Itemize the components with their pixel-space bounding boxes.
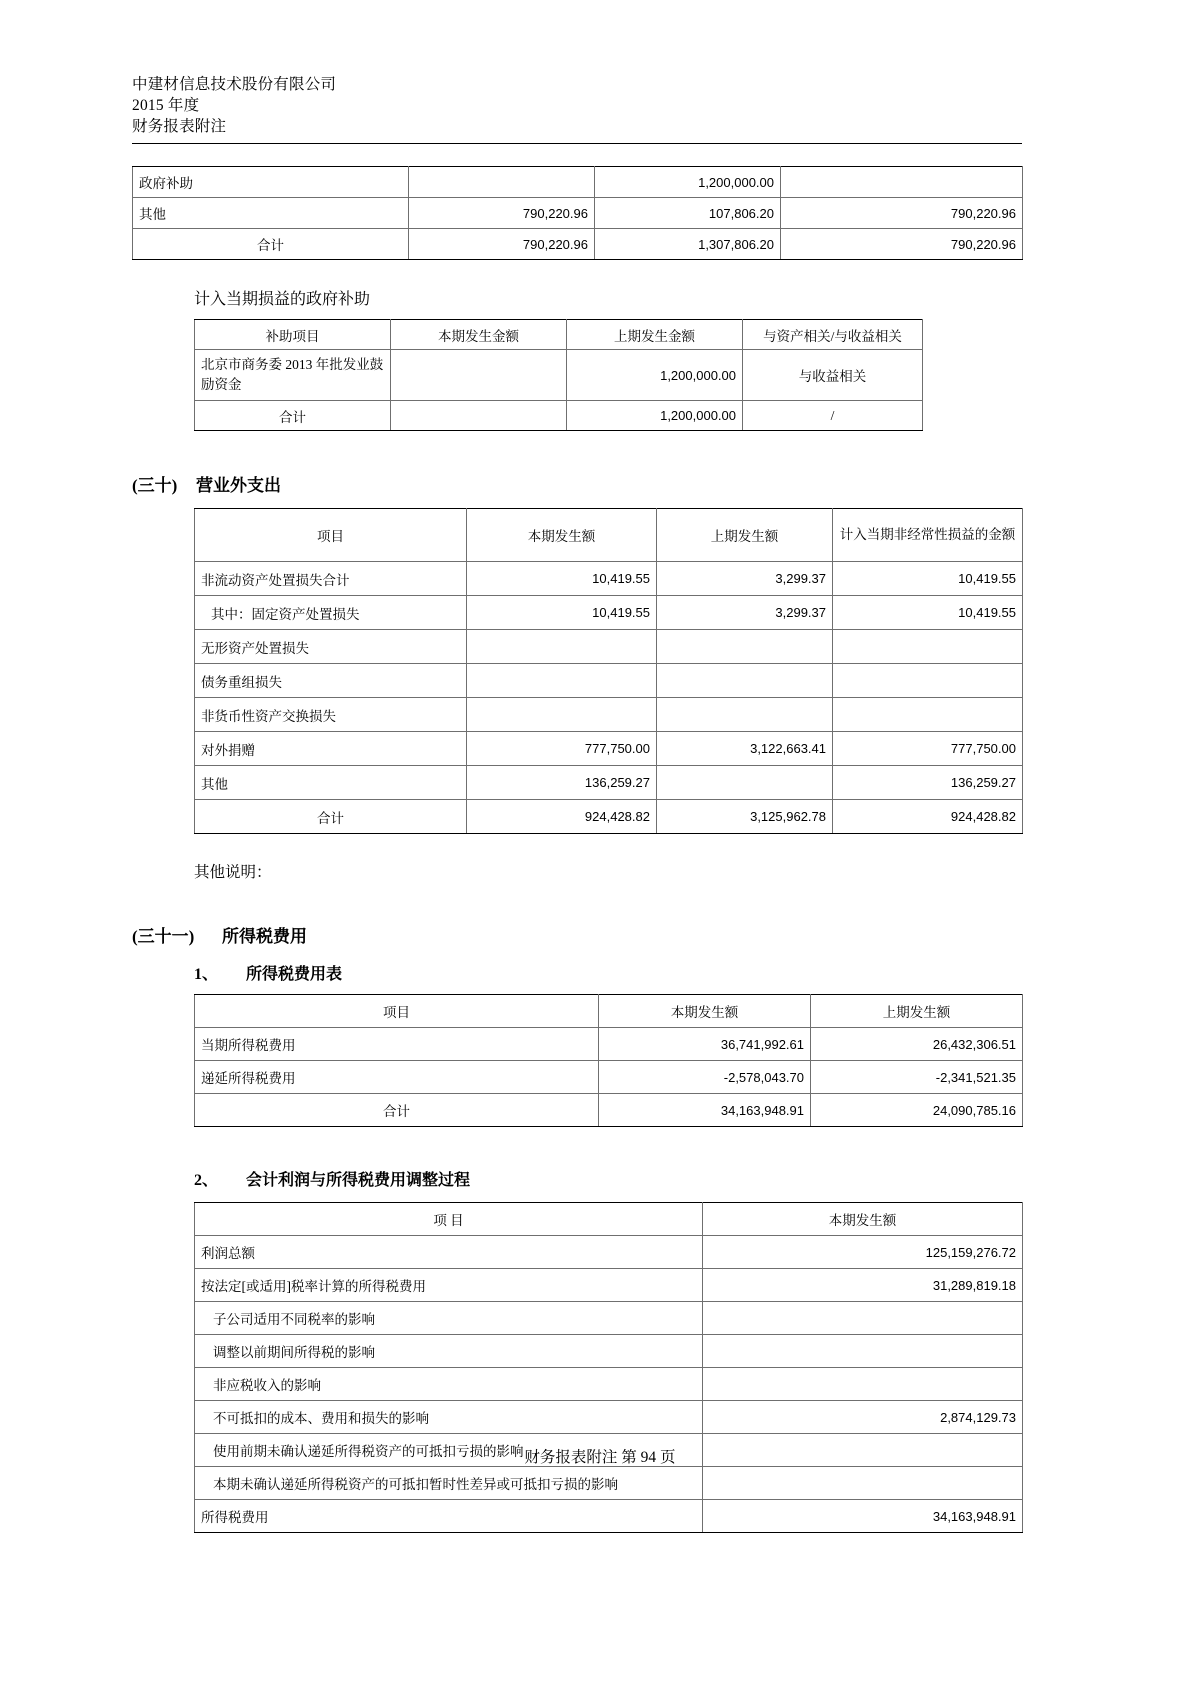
cell-prior	[657, 698, 833, 732]
section-31-number: (三十一)	[132, 927, 195, 946]
document-header	[132, 74, 1022, 137]
cell-current: 777,750.00	[467, 732, 657, 766]
cell-nonrecurring: 136,259.27	[833, 766, 1023, 800]
table-row	[195, 732, 1023, 766]
cell-prior: 3,125,962.78	[657, 800, 833, 834]
col-header-current: 本期发生金额	[391, 320, 567, 350]
col-header-item: 项目	[195, 995, 599, 1028]
table-row	[195, 1028, 1023, 1061]
table-nonoperating-income-continued	[132, 166, 1023, 260]
cell-item: 使用前期未确认递延所得税资产的可抵扣亏损的影响	[195, 1434, 703, 1467]
header-doc: 财务报表附注	[132, 118, 227, 135]
cell-current: 136,259.27	[467, 766, 657, 800]
header-divider	[132, 143, 1022, 144]
cell-item: 合计	[195, 1094, 599, 1127]
cell-item: 政府补助	[133, 167, 409, 198]
cell-relation: 与收益相关	[743, 350, 923, 401]
cell-prior	[657, 766, 833, 800]
cell-prior: 107,806.20	[595, 198, 781, 229]
section-31-sub2-heading	[194, 1167, 1022, 1190]
cell-current	[467, 664, 657, 698]
cell-current	[391, 350, 567, 401]
col-header-current: 本期发生额	[599, 995, 811, 1028]
cell-prior: 1,307,806.20	[595, 229, 781, 260]
grant-section-title: 计入当期损益的政府补助	[194, 291, 371, 308]
table-header-row	[195, 1203, 1023, 1236]
section-30-note: 其他说明：	[194, 864, 272, 881]
cell-relation: /	[743, 401, 923, 431]
cell-item: 对外捐赠	[195, 732, 467, 766]
header-year: 2015 年度	[132, 97, 200, 114]
table-row	[195, 1061, 1023, 1094]
cell-item: 其中：固定资产处置损失	[195, 596, 467, 630]
cell-item: 合计	[195, 800, 467, 834]
table-row	[195, 698, 1023, 732]
cell-current	[391, 401, 567, 431]
table-row	[195, 562, 1023, 596]
cell-item: 合计	[195, 401, 391, 431]
cell-extra: 790,220.96	[781, 229, 1023, 260]
col-header-item: 项目	[195, 509, 467, 562]
cell-prior: -2,341,521.35	[811, 1061, 1023, 1094]
table-row	[195, 766, 1023, 800]
header-company: 中建材信息技术股份有限公司	[132, 76, 337, 93]
table-row	[195, 1368, 1023, 1401]
cell-current	[703, 1335, 1023, 1368]
table-tax-reconciliation	[194, 1202, 1023, 1533]
table-header-row	[195, 320, 923, 350]
cell-item: 非货币性资产交换损失	[195, 698, 467, 732]
table-nonoperating-expense	[194, 508, 1023, 834]
cell-item: 债务重组损失	[195, 664, 467, 698]
sub2-number: 2、	[194, 1172, 219, 1189]
col-header-prior: 上期发生额	[657, 509, 833, 562]
cell-nonrecurring	[833, 698, 1023, 732]
cell-current	[409, 167, 595, 198]
cell-current: 10,419.55	[467, 596, 657, 630]
table-row	[195, 596, 1023, 630]
sub1-title: 所得税费用表	[246, 966, 343, 983]
cell-prior: 1,200,000.00	[567, 401, 743, 431]
section-31-heading	[132, 922, 1022, 947]
col-header-item: 补助项目	[195, 320, 391, 350]
table-income-tax-expense	[194, 994, 1023, 1127]
table-row	[195, 1467, 1023, 1500]
cell-current	[467, 698, 657, 732]
cell-item: 利润总额	[195, 1236, 703, 1269]
cell-prior: 3,299.37	[657, 562, 833, 596]
col-header-prior: 上期发生金额	[567, 320, 743, 350]
cell-item: 所得税费用	[195, 1500, 703, 1533]
cell-item: 非流动资产处置损失合计	[195, 562, 467, 596]
cell-prior: 1,200,000.00	[567, 350, 743, 401]
cell-item: 其他	[133, 198, 409, 229]
cell-prior	[657, 630, 833, 664]
cell-nonrecurring: 10,419.55	[833, 596, 1023, 630]
table-row	[195, 350, 923, 401]
cell-item: 无形资产处置损失	[195, 630, 467, 664]
cell-prior	[657, 664, 833, 698]
col-header-current: 本期发生额	[467, 509, 657, 562]
table-row	[195, 664, 1023, 698]
cell-item: 非应税收入的影响	[195, 1368, 703, 1401]
cell-current	[703, 1467, 1023, 1500]
table-row	[195, 630, 1023, 664]
col-header-item: 项 目	[195, 1203, 703, 1236]
cell-item: 按法定[或适用]税率计算的所得税费用	[195, 1269, 703, 1302]
cell-prior: 26,432,306.51	[811, 1028, 1023, 1061]
page-footer: 财务报表附注 第 94 页	[524, 1449, 676, 1466]
table-row	[133, 167, 1023, 198]
col-header-nonrecurring: 计入当期非经常性损益的金额	[833, 509, 1023, 562]
cell-current: 924,428.82	[467, 800, 657, 834]
table-row	[195, 1401, 1023, 1434]
cell-current: 790,220.96	[409, 229, 595, 260]
sub1-number: 1、	[194, 966, 219, 983]
col-header-relation: 与资产相关/与收益相关	[743, 320, 923, 350]
section-30-heading	[132, 471, 1022, 496]
cell-current	[467, 630, 657, 664]
cell-current	[703, 1368, 1023, 1401]
cell-current: 36,741,992.61	[599, 1028, 811, 1061]
table-row-total	[195, 1094, 1023, 1127]
cell-current	[703, 1302, 1023, 1335]
cell-prior: 1,200,000.00	[595, 167, 781, 198]
table-row	[195, 1335, 1023, 1368]
cell-prior: 3,299.37	[657, 596, 833, 630]
col-header-current: 本期发生额	[703, 1203, 1023, 1236]
cell-extra	[781, 167, 1023, 198]
cell-item: 子公司适用不同税率的影响	[195, 1302, 703, 1335]
cell-nonrecurring: 924,428.82	[833, 800, 1023, 834]
cell-item: 不可抵扣的成本、费用和损失的影响	[195, 1401, 703, 1434]
cell-nonrecurring	[833, 664, 1023, 698]
cell-prior: 24,090,785.16	[811, 1094, 1023, 1127]
cell-current: 34,163,948.91	[703, 1500, 1023, 1533]
cell-item: 递延所得税费用	[195, 1061, 599, 1094]
table-row-total	[195, 1500, 1023, 1533]
cell-current: 125,159,276.72	[703, 1236, 1023, 1269]
table-row-total	[195, 800, 1023, 834]
cell-item: 合计	[133, 229, 409, 260]
col-header-prior: 上期发生额	[811, 995, 1023, 1028]
cell-item: 当期所得税费用	[195, 1028, 599, 1061]
cell-nonrecurring: 10,419.55	[833, 562, 1023, 596]
table-row-total	[195, 401, 923, 431]
table-header-row	[195, 995, 1023, 1028]
cell-current: -2,578,043.70	[599, 1061, 811, 1094]
cell-current: 2,874,129.73	[703, 1401, 1023, 1434]
section-30-title: 营业外支出	[196, 476, 281, 495]
sub2-title: 会计利润与所得税费用调整过程	[246, 1172, 471, 1189]
table-government-grants	[194, 319, 923, 431]
cell-item: 本期未确认递延所得税资产的可抵扣暂时性差异或可抵扣亏损的影响	[195, 1467, 703, 1500]
cell-extra: 790,220.96	[781, 198, 1023, 229]
cell-nonrecurring	[833, 630, 1023, 664]
table-row	[195, 1302, 1023, 1335]
cell-nonrecurring: 777,750.00	[833, 732, 1023, 766]
page-content	[132, 74, 1022, 1533]
table-row-total	[133, 229, 1023, 260]
cell-current: 790,220.96	[409, 198, 595, 229]
cell-current: 10,419.55	[467, 562, 657, 596]
section-31-title: 所得税费用	[222, 927, 307, 946]
table-row	[195, 1236, 1023, 1269]
table-row	[133, 198, 1023, 229]
section-31-sub1-heading	[194, 961, 1022, 984]
table-header-row	[195, 509, 1023, 562]
cell-item: 调整以前期间所得税的影响	[195, 1335, 703, 1368]
cell-prior: 3,122,663.41	[657, 732, 833, 766]
cell-item: 北京市商务委 2013 年批发业鼓励资金	[195, 350, 391, 401]
table-row	[195, 1269, 1023, 1302]
cell-item: 其他	[195, 766, 467, 800]
cell-current: 34,163,948.91	[599, 1094, 811, 1127]
section-30-number: (三十)	[132, 476, 178, 495]
cell-current: 31,289,819.18	[703, 1269, 1023, 1302]
